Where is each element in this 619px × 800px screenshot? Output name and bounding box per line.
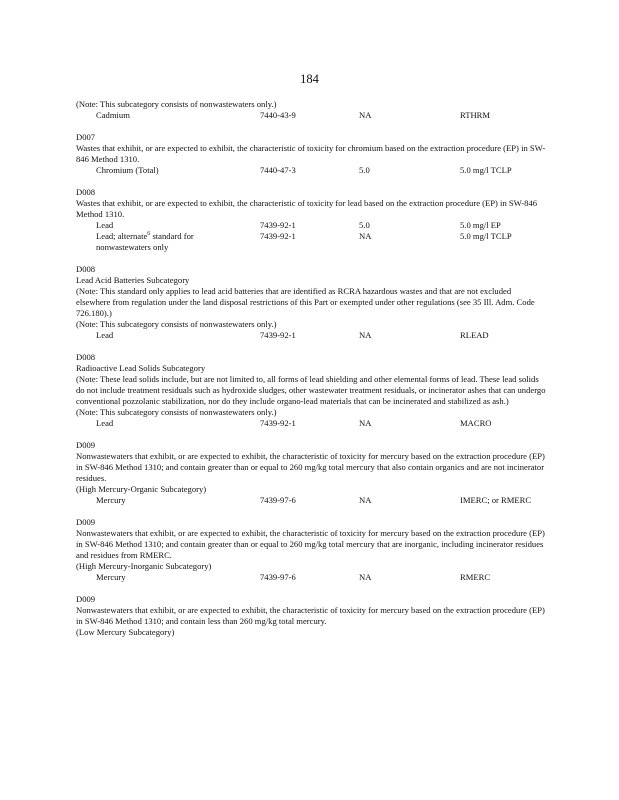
constituent-name-continued: nonwastewaters only (96, 242, 169, 252)
constituent-name: Lead (96, 418, 114, 428)
subcategory-note: (Note: These lead solids include, but are not limited to, all forms of lead shielding and other elemental forms of lead. These lead solids do not include treatment residuals such as hydroxide sludges, other wastewater treatment residuals, or incinerator ashes that can undergo conventional pozzolanic stabilization, nor do they include organo-lead materials that can be incinerated and stabilized as ash.) (76, 374, 546, 406)
waste-description: Wastes that exhibit, or are expected to exhibit, the characteristic of toxicity for lead based on the extraction procedure (EP) in SW-846 Method 1310. (76, 198, 538, 219)
cas-number: 7440-47-3 (260, 165, 296, 175)
standard: 5.0 mg/l EP (460, 220, 501, 230)
footnote-marker: 6 (147, 231, 151, 238)
constituent-name: Lead (96, 330, 114, 340)
waste-code: D008 (76, 187, 96, 197)
standard: MACRO (460, 418, 492, 428)
standard: IMERC; or RMERC (460, 495, 532, 505)
table-row (76, 220, 546, 231)
page-content (76, 99, 546, 638)
page-number: 184 (300, 72, 319, 86)
concentration: 5.0 (359, 165, 370, 175)
waste-code: D007 (76, 132, 96, 142)
waste-code: D008 (76, 352, 96, 362)
waste-description: Wastes that exhibit, or are expected to exhibit, the characteristic of toxicity for chromium based on the extraction procedure (EP) in SW-846 Method 1310. (76, 143, 546, 164)
cas-number: 7439-92-1 (260, 330, 296, 340)
waste-code: D009 (76, 517, 96, 527)
standard: 5.0 mg/l TCLP (460, 231, 512, 241)
table-row (76, 495, 546, 506)
subcategory-note: (Note: This standard only applies to lead acid batteries that are identified as RCRA hazardous wastes and that are not excluded elsewhere from regulation under the land disposal restrictions of this Part or exempted under other regulations (see 35 Ill. Adm. Code 726.180).) (76, 286, 535, 318)
table-row-continuation (76, 242, 546, 253)
table-row (76, 231, 546, 242)
concentration: NA (359, 110, 372, 120)
table-row (76, 572, 546, 583)
concentration: 5.0 (359, 220, 370, 230)
waste-description: Nonwastewaters that exhibit, or are expected to exhibit, the characteristic of toxicity for mercury based on the extraction procedure (EP) in SW-846 Method 1310; and contain greater than or equal to 260 mg/kg total mercury that are inorganic, including incinerator residues and residues from RMERC. (76, 528, 545, 560)
subcategory-title: Radioactive Lead Solids Subcategory (76, 363, 206, 373)
note-nonwastewaters: (Note: This subcategory consists of nonwastewaters only.) (76, 99, 277, 109)
constituent-name-rest: standard for (150, 231, 194, 241)
table-row (76, 165, 546, 176)
waste-description: Nonwastewaters that exhibit, or are expected to exhibit, the characteristic of toxicity for mercury based on the extraction procedure (EP) in SW-846 Method 1310; and contain greater than or equal to 260 mg/kg total mercury that also contain organics and are not incinerator residues. (76, 451, 545, 483)
subcategory-title: (High Mercury-Organic Subcategory) (76, 484, 207, 494)
note-nonwastewaters: (Note: This subcategory consists of nonwastewaters only.) (76, 319, 277, 329)
standard: 5.0 mg/l TCLP (460, 165, 512, 175)
constituent-name: Mercury (96, 495, 126, 505)
note-nonwastewaters: (Note: This subcategory consists of nonwastewaters only.) (76, 407, 277, 417)
table-row (76, 418, 546, 429)
constituent-name (96, 231, 194, 242)
constituent-name: Cadmium (96, 110, 130, 120)
table-row (76, 110, 546, 121)
cas-number: 7439-97-6 (260, 495, 296, 505)
subcategory-title: (Low Mercury Subcategory) (76, 627, 175, 637)
cas-number: 7439-92-1 (260, 231, 296, 241)
subcategory-title: (High Mercury-Inorganic Subcategory) (76, 561, 212, 571)
constituent-name: Chromium (Total) (96, 165, 159, 175)
subcategory-title: Lead Acid Batteries Subcategory (76, 275, 190, 285)
cas-number: 7439-97-6 (260, 572, 296, 582)
cas-number: 7440-43-9 (260, 110, 296, 120)
standard: RTHRM (460, 110, 491, 120)
constituent-name: Mercury (96, 572, 126, 582)
waste-code: D009 (76, 594, 96, 604)
concentration: NA (359, 330, 372, 340)
waste-description: Nonwastewaters that exhibit, or are expected to exhibit, the characteristic of toxicity for mercury based on the extraction procedure (EP) in SW-846 Method 1310; and contain less than 260 mg/kg total mercury. (76, 605, 545, 626)
standard: RLEAD (460, 330, 489, 340)
concentration: NA (359, 495, 372, 505)
waste-code: D008 (76, 264, 96, 274)
concentration: NA (359, 418, 372, 428)
concentration: NA (359, 231, 372, 241)
cas-number: 7439-92-1 (260, 418, 296, 428)
waste-code: D009 (76, 440, 96, 450)
constituent-name: Lead (96, 220, 114, 230)
cas-number: 7439-92-1 (260, 220, 296, 230)
constituent-name-part: Lead; alternate (96, 231, 148, 241)
table-row (76, 330, 546, 341)
standard: RMERC (460, 572, 491, 582)
concentration: NA (359, 572, 372, 582)
